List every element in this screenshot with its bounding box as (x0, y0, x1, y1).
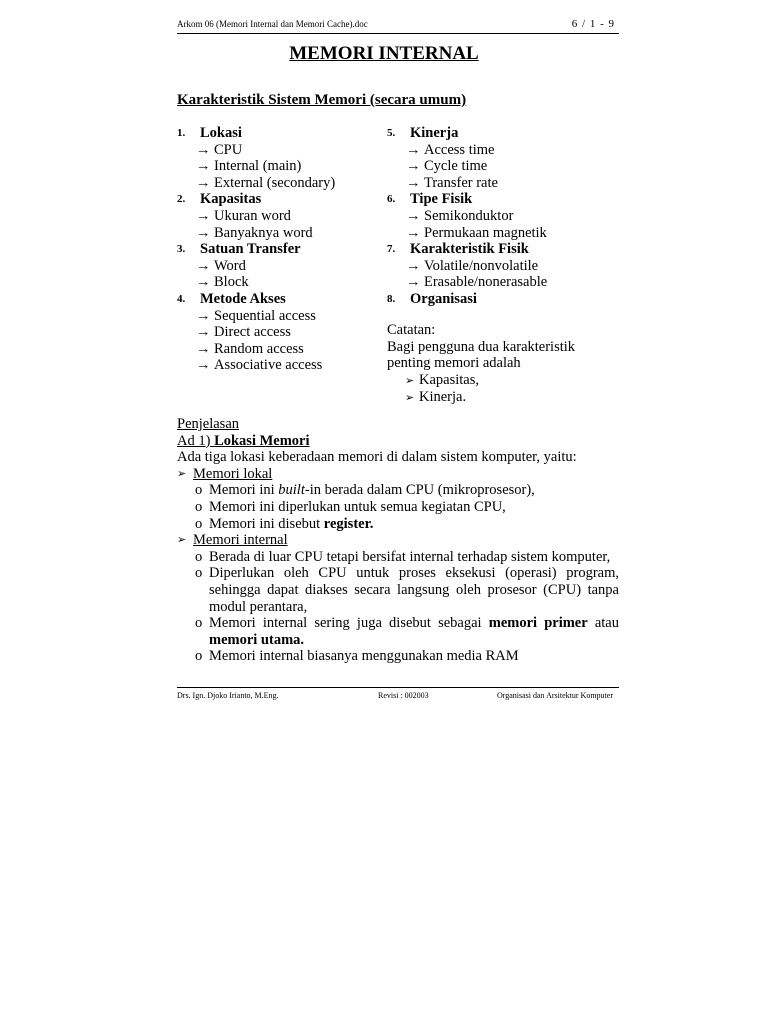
category-name: Tipe Fisik (410, 191, 473, 208)
characteristic-category (387, 191, 619, 208)
category-sub-item (177, 324, 387, 341)
note-item: ➢ Kinerja. (405, 389, 467, 406)
category-name: Satuan Transfer (200, 241, 301, 258)
list-item-memori-internal: ➢ Memori internal (177, 532, 288, 549)
category-name: Metode Akses (200, 290, 286, 307)
note-line: Bagi pengguna dua karakteristik (387, 338, 576, 355)
category-sub-item (387, 208, 619, 225)
category-sub-item (387, 142, 619, 159)
header-filename: Arkom 06 (Memori Internal dan Memori Cache).doc (177, 19, 368, 29)
category-number: 2. (177, 193, 186, 206)
category-number: 5. (387, 127, 396, 139)
category-number: 6. (387, 193, 396, 206)
note-line: penting memori adalah (387, 355, 521, 372)
characteristic-category (177, 291, 387, 308)
right-arrow-icon: → (406, 274, 421, 291)
characteristic-category (387, 291, 619, 308)
circle-bullet-icon: o (195, 482, 203, 499)
category-name: Kapasitas (200, 191, 262, 208)
bullet-arrow-icon: ➢ (177, 534, 187, 547)
right-arrow-icon: → (196, 174, 211, 191)
right-arrow-icon: → (196, 224, 211, 241)
category-sub-item (177, 225, 387, 242)
note-item: ➢ Kapasitas, (405, 371, 479, 388)
ad-heading: Ad 1) Lokasi Memori (177, 432, 310, 449)
category-name: Karakteristik Fisik (410, 241, 529, 258)
characteristic-category (387, 125, 619, 142)
circle-bullet-icon: o (195, 548, 203, 565)
category-sub-item (387, 258, 619, 275)
sub-item-label: Volatile/nonvolatile (424, 257, 539, 274)
circle-bullet-icon: o (195, 565, 203, 582)
footer-revision: Revisi : 002003 (378, 691, 429, 700)
category-number: 8. (387, 292, 396, 305)
right-arrow-icon: → (196, 307, 211, 324)
circle-bullet-icon: o (195, 515, 203, 532)
right-arrow-icon: → (196, 274, 211, 291)
right-arrow-icon: → (406, 141, 421, 158)
category-sub-item (177, 258, 387, 275)
sub-list-item: o Memori ini diperlukan untuk semua kegiatan CPU, (195, 498, 506, 515)
characteristics-left-column (177, 125, 387, 374)
page-title: MEMORI INTERNAL (289, 43, 479, 64)
footer-rule (177, 687, 619, 688)
category-number: 3. (177, 243, 186, 256)
footer-author: Drs. Ign. Djoko Irianto, M.Eng. (177, 691, 279, 700)
right-arrow-icon: → (196, 324, 211, 341)
sub-list-item: o Diperlukan oleh CPU untuk proses eksekusi (operasi) program, sehingga dapat diakses secara langsung oleh prosesor (CPU) tanpa modul perantara, (195, 565, 619, 615)
category-sub-item (387, 274, 619, 291)
sub-list-item: o Berada di luar CPU tetapi bersifat internal terhadap sistem komputer, (195, 548, 611, 565)
category-sub-item (177, 274, 387, 291)
category-number: 4. (177, 292, 186, 305)
category-name: Organisasi (410, 290, 477, 307)
sub-item-label: Associative access (214, 357, 323, 374)
sub-item-label: Random access (214, 340, 304, 357)
sub-item-label: Direct access (214, 324, 291, 341)
sub-item-label: Word (214, 257, 246, 274)
characteristics-right-column (387, 125, 619, 308)
characteristic-category (177, 125, 387, 142)
sub-item-label: Erasable/nonerasable (424, 274, 548, 291)
sub-item-label: Transfer rate (424, 174, 498, 191)
sub-item-label: Permukaan magnetik (424, 224, 547, 241)
sub-item-label: Sequential access (214, 307, 316, 324)
sub-list-item: o Memori ini built-in berada dalam CPU (mikroprosesor), (195, 482, 535, 499)
right-arrow-icon: → (406, 224, 421, 241)
sub-list-item: o Memori internal sering juga disebut sebagai memori primer atau memori utama. (195, 615, 619, 648)
header-page-number: 6 / 1 - 9 (571, 18, 615, 30)
category-name: Lokasi (200, 125, 242, 141)
sub-item-label: External (secondary) (214, 174, 336, 191)
bullet-arrow-icon: ➢ (177, 467, 187, 480)
category-sub-item (177, 158, 387, 175)
bullet-arrow-icon: ➢ (405, 374, 415, 387)
right-arrow-icon: → (406, 257, 421, 274)
circle-bullet-icon: o (195, 498, 203, 515)
characteristic-category (177, 241, 387, 258)
category-sub-item (387, 225, 619, 242)
category-sub-item (387, 175, 619, 192)
bullet-arrow-icon: ➢ (405, 392, 415, 405)
right-arrow-icon: → (406, 207, 421, 224)
right-arrow-icon: → (196, 357, 211, 374)
right-arrow-icon: → (196, 340, 211, 357)
sub-item-label: Access time (424, 141, 495, 158)
category-sub-item (177, 357, 387, 374)
characteristic-category (177, 191, 387, 208)
list-item-memori-lokal: ➢ Memori lokal (177, 465, 273, 482)
sub-item-label: Cycle time (424, 158, 488, 175)
category-sub-item (177, 341, 387, 358)
category-sub-item (387, 158, 619, 175)
sub-list-item: o Memori internal biasanya menggunakan media RAM (195, 648, 519, 665)
characteristic-category (387, 241, 619, 258)
footer-course: Organisasi dan Arsitektur Komputer (496, 691, 613, 700)
sub-item-label: Internal (main) (214, 158, 302, 175)
right-arrow-icon: → (406, 158, 421, 175)
sub-item-label: Semikonduktor (424, 207, 514, 224)
sub-item-label: CPU (214, 141, 243, 158)
circle-bullet-icon: o (195, 648, 203, 665)
category-name: Kinerja (410, 125, 459, 141)
sub-item-label: Banyaknya word (214, 224, 313, 241)
section-subtitle: Karakteristik Sistem Memori (secara umum) (177, 92, 467, 108)
sub-item-label: Ukuran word (214, 207, 291, 224)
sub-item-label: Block (214, 274, 249, 291)
header-rule (177, 33, 619, 34)
right-arrow-icon: → (196, 207, 211, 224)
explanation-section (177, 416, 619, 665)
category-sub-item (177, 142, 387, 159)
right-arrow-icon: → (196, 257, 211, 274)
category-number: 7. (387, 243, 396, 256)
right-arrow-icon: → (196, 141, 211, 158)
right-arrow-icon: → (196, 158, 211, 175)
note-label: Catatan: (387, 322, 436, 338)
note-block (387, 322, 619, 407)
category-sub-item (177, 208, 387, 225)
category-sub-item (177, 308, 387, 325)
right-arrow-icon: → (406, 174, 421, 191)
intro-text: Ada tiga lokasi keberadaan memori di dalam sistem komputer, yaitu: (177, 449, 577, 466)
category-number: 1. (177, 127, 186, 139)
explanation-heading: Penjelasan (177, 416, 240, 432)
sub-list-item: o Memori ini disebut register. (195, 515, 374, 532)
circle-bullet-icon: o (195, 615, 203, 632)
category-sub-item (177, 175, 387, 192)
